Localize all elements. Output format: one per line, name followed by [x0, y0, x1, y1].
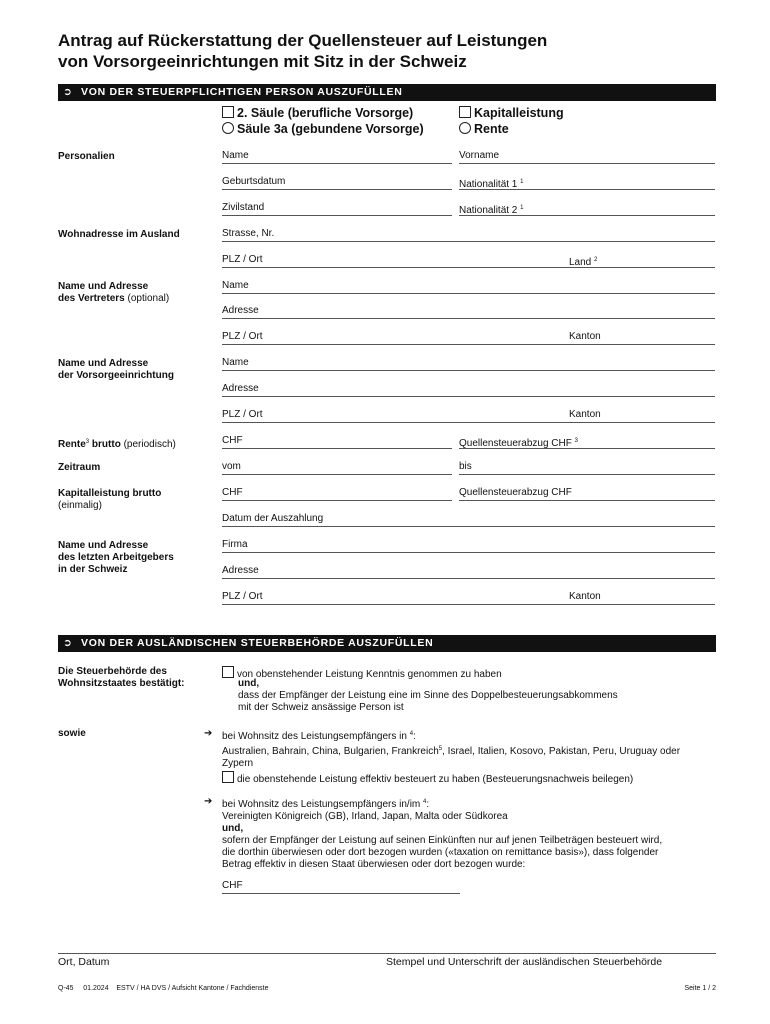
label-rente: Rente$^3$ brutto (periodisch): [58, 439, 176, 450]
field-strasse[interactable]: Strasse, Nr.: [222, 228, 715, 242]
ort-datum-label: Ort, Datum: [58, 956, 110, 968]
field-kapital-chf[interactable]: CHF: [222, 487, 452, 501]
checkbox-icon[interactable]: [222, 106, 234, 118]
field-vorname[interactable]: Vorname: [459, 150, 715, 164]
field-vorsorge-plz-ort[interactable]: PLZ / Ort Kanton: [222, 409, 715, 423]
option-kapital[interactable]: [459, 105, 564, 121]
section-2-title: VON DER AUSLÄNDISCHEN STEUERBEHÖRDE AUSZUFÜLLEN: [81, 637, 434, 649]
behoerde-bullet-1: bei Wohnsitz des Leistungsempfängers in $^4$: Australien, Bahrain, China, Bulgarien, Frankreich$^5$, Israel, Italien, Kosovo, Pakistan, Peru, Uruguay oder Zypern: [222, 731, 681, 769]
label-vertreter: Name und Adresse des Vertreters (optional): [58, 281, 170, 304]
field-nationalitaet-2[interactable]: Nationalität 2 $^1$: [459, 202, 715, 216]
field-nationalitaet-1[interactable]: Nationalität 1 $^1$: [459, 176, 715, 190]
title-line-1: Antrag auf Rückerstattung der Quellensteuer auf Leistungen: [58, 31, 548, 50]
option-saeule3a-label: Säule 3a (gebundene Vorsorge): [237, 122, 424, 136]
option-saeule2[interactable]: [222, 105, 413, 121]
label-arbeitgeber: Name und Adresse des letzten Arbeitgebers in der Schweiz: [58, 540, 174, 575]
field-vertreter-adresse[interactable]: Adresse: [222, 305, 715, 319]
field-kapital-qst[interactable]: Quellensteuerabzug CHF: [459, 487, 715, 501]
field-behoerde-chf[interactable]: CHF: [222, 880, 460, 894]
checkbox-icon[interactable]: [459, 106, 471, 118]
option-kapital-label: Kapitalleistung: [474, 106, 564, 120]
label-personalien: Personalien: [58, 151, 115, 162]
label-vorsorgeeinrichtung: Name und Adresse der Vorsorgeeinrichtung: [58, 358, 174, 381]
option-saeule2-label: 2. Säule (berufliche Vorsorge): [237, 106, 414, 120]
field-vertreter-name[interactable]: Name: [222, 280, 715, 294]
field-vertreter-plz-ort[interactable]: PLZ / Ort Kanton: [222, 331, 715, 345]
confirm-kenntnis[interactable]: von obenstehender Leistung Kenntnis genommen zu haben: [222, 666, 502, 681]
checkbox-icon[interactable]: [222, 771, 234, 783]
field-zivilstand[interactable]: Zivilstand: [222, 202, 452, 216]
field-vorsorge-adresse[interactable]: Adresse: [222, 383, 715, 397]
label-zeitraum: Zeitraum: [58, 462, 101, 473]
field-zeitraum-vom[interactable]: vom: [222, 461, 452, 475]
field-rente-qst[interactable]: Quellensteuerabzug CHF $^3$: [459, 435, 715, 449]
section-1-title: VON DER STEUERPFLICHTIGEN PERSON AUSZUFÜLLEN: [81, 86, 403, 98]
option-rente[interactable]: [459, 121, 509, 137]
label-sowie: sowie: [58, 728, 86, 739]
label-steuerbehoerde: Die Steuerbehörde des Wohnsitzstaates bestätigt:: [58, 666, 185, 689]
title-line-2: von Vorsorgeeinrichtungen mit Sitz in der Schweiz: [58, 52, 467, 71]
signature-line: [58, 953, 716, 954]
stempel-label: Stempel und Unterschrift der ausländischen Steuerbehörde: [386, 956, 663, 968]
arrow-icon: ➲: [63, 86, 73, 98]
field-plz-ort-land[interactable]: PLZ / Ort Land $^2$: [222, 254, 715, 268]
section-banner-behoerde: [58, 635, 716, 652]
field-name[interactable]: Name: [222, 150, 452, 164]
footer-reference: Q-45 01.2024 ESTV / HA DVS / Aufsicht Kantone / Fachdienste: [58, 985, 269, 992]
confirm-besteuert[interactable]: die obenstehende Leistung effektiv besteuert zu haben (Besteuerungsnachweis beilegen): [222, 771, 633, 786]
option-saeule3a[interactable]: [222, 121, 424, 137]
page-number: Seite 1 / 2: [684, 985, 716, 992]
checkbox-icon[interactable]: [222, 666, 234, 678]
option-rente-label: Rente: [474, 122, 509, 136]
behoerde-bullet-2: bei Wohnsitz des Leistungsempfängers in/im $^4$: Vereinigten Königreich (GB), Irland, Japan, Malta oder Südkorea und, sofern der Empfänger der Leistung auf seinen Einkünften nur auf jenen Teilbeträgen besteuert wird, die dorthin überwiesen oder dort bezogen wurden («taxation on remittance basis»), dass folgender Betrag effektiv in diesen Staat überwiesen oder dort bezogen wurde:: [222, 799, 663, 870]
field-datum-auszahlung[interactable]: Datum der Auszahlung: [222, 513, 715, 527]
field-arbeitgeber-adresse[interactable]: Adresse: [222, 565, 715, 579]
field-rente-chf[interactable]: CHF: [222, 435, 452, 449]
radio-icon[interactable]: [222, 122, 234, 134]
field-arbeitgeber-plz-ort[interactable]: PLZ / Ort Kanton: [222, 591, 715, 605]
page-title: [58, 30, 718, 72]
label-kapitalleistung: Kapitalleistung brutto (einmalig): [58, 488, 162, 511]
arrow-right-icon: ➔: [204, 796, 213, 807]
arrow-icon: ➲: [63, 637, 73, 649]
section-banner-person: [58, 84, 716, 101]
field-vorsorge-name[interactable]: Name: [222, 357, 715, 371]
arrow-right-icon: ➔: [204, 728, 213, 739]
field-zeitraum-bis[interactable]: bis: [459, 461, 715, 475]
radio-icon[interactable]: [459, 122, 471, 134]
label-wohnadresse: Wohnadresse im Ausland: [58, 229, 180, 240]
field-firma[interactable]: Firma: [222, 539, 715, 553]
field-geburtsdatum[interactable]: Geburtsdatum: [222, 176, 452, 190]
behoerde-text-1: und, dass der Empfänger der Leistung eine im Sinne des Doppelbesteuerungsabkommens mit der Schweiz ansässige Person ist: [238, 678, 618, 713]
